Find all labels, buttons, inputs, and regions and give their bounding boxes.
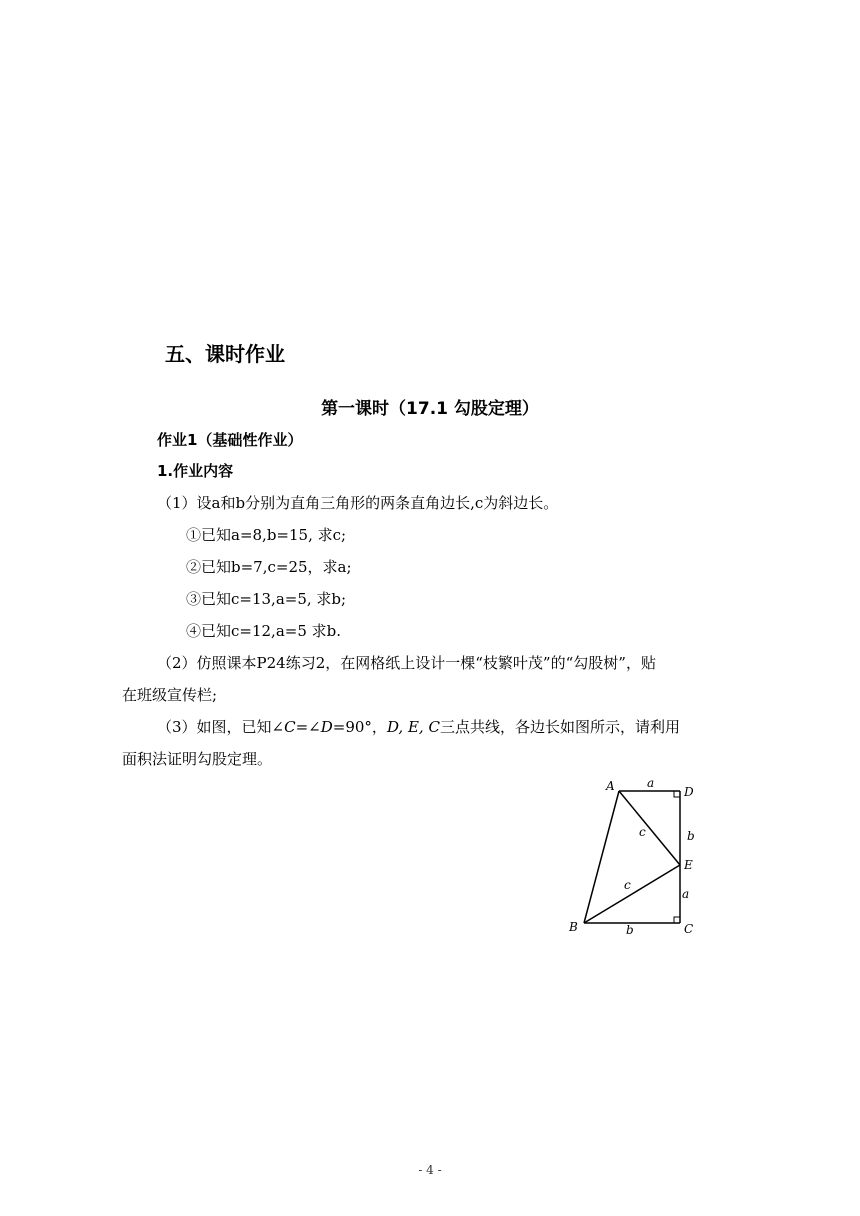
right-angle-d [674, 791, 680, 797]
question-1-stem: （1）设a和b分别为直角三角形的两条直角边长,c为斜边长。 [157, 494, 559, 512]
label-a-point: A [606, 779, 615, 793]
angle-c: ∠C [271, 718, 296, 736]
section-title: 五、课时作业 [165, 342, 285, 366]
question-2-line-2: 在班级宣传栏; [122, 686, 218, 704]
figure-svg [555, 770, 705, 940]
segment-ba [584, 791, 619, 923]
question-3-line-2: 面积法证明勾股定理。 [122, 750, 273, 768]
label-d-point: D [684, 785, 694, 799]
homework-heading: 作业1（基础性作业） [157, 431, 303, 449]
question-1-item-4: ④已知c=12,a=5 求b. [186, 622, 342, 640]
label-side-a-top: a [647, 776, 655, 790]
segment-ae [619, 791, 680, 865]
question-3-part-1: （3）如图，已知 [157, 718, 272, 736]
label-b-point: B [569, 920, 578, 934]
segment-be [584, 865, 680, 923]
question-1-item-2: ②已知b=7,c=25，求a; [186, 558, 352, 576]
question-2-line-1: （2）仿照课本P24练习2，在网格纸上设计一棵“枝繁叶茂”的“勾股树”，贴 [157, 654, 656, 672]
question-3-part-3: 三点共线，各边长如图所示，请利用 [439, 718, 680, 736]
question-3-part-2: =90°， [332, 718, 387, 736]
question-3-line-1 [157, 717, 680, 737]
content-heading: 1.作业内容 [157, 462, 234, 480]
page-number: - 4 - [418, 1163, 442, 1177]
collinear-points: D, E, C [386, 718, 440, 736]
label-side-c-upper: c [639, 825, 646, 839]
label-side-b-right: b [687, 829, 695, 843]
label-e-point: E [684, 858, 693, 872]
pythagorean-figure [555, 770, 705, 940]
lesson-title: 第一课时（17.1 勾股定理） [321, 399, 539, 419]
label-side-b-bottom: b [626, 923, 634, 937]
right-angle-c [674, 917, 680, 923]
question-1-item-1: ①已知a=8,b=15, 求c; [186, 526, 347, 544]
label-side-c-lower: c [624, 878, 631, 892]
label-side-a-right: a [682, 887, 690, 901]
question-1-item-3: ③已知c=13,a=5, 求b; [186, 590, 347, 608]
angle-d: ∠D [308, 718, 333, 736]
label-c-point: C [684, 922, 694, 936]
equals-sign: = [295, 718, 309, 736]
